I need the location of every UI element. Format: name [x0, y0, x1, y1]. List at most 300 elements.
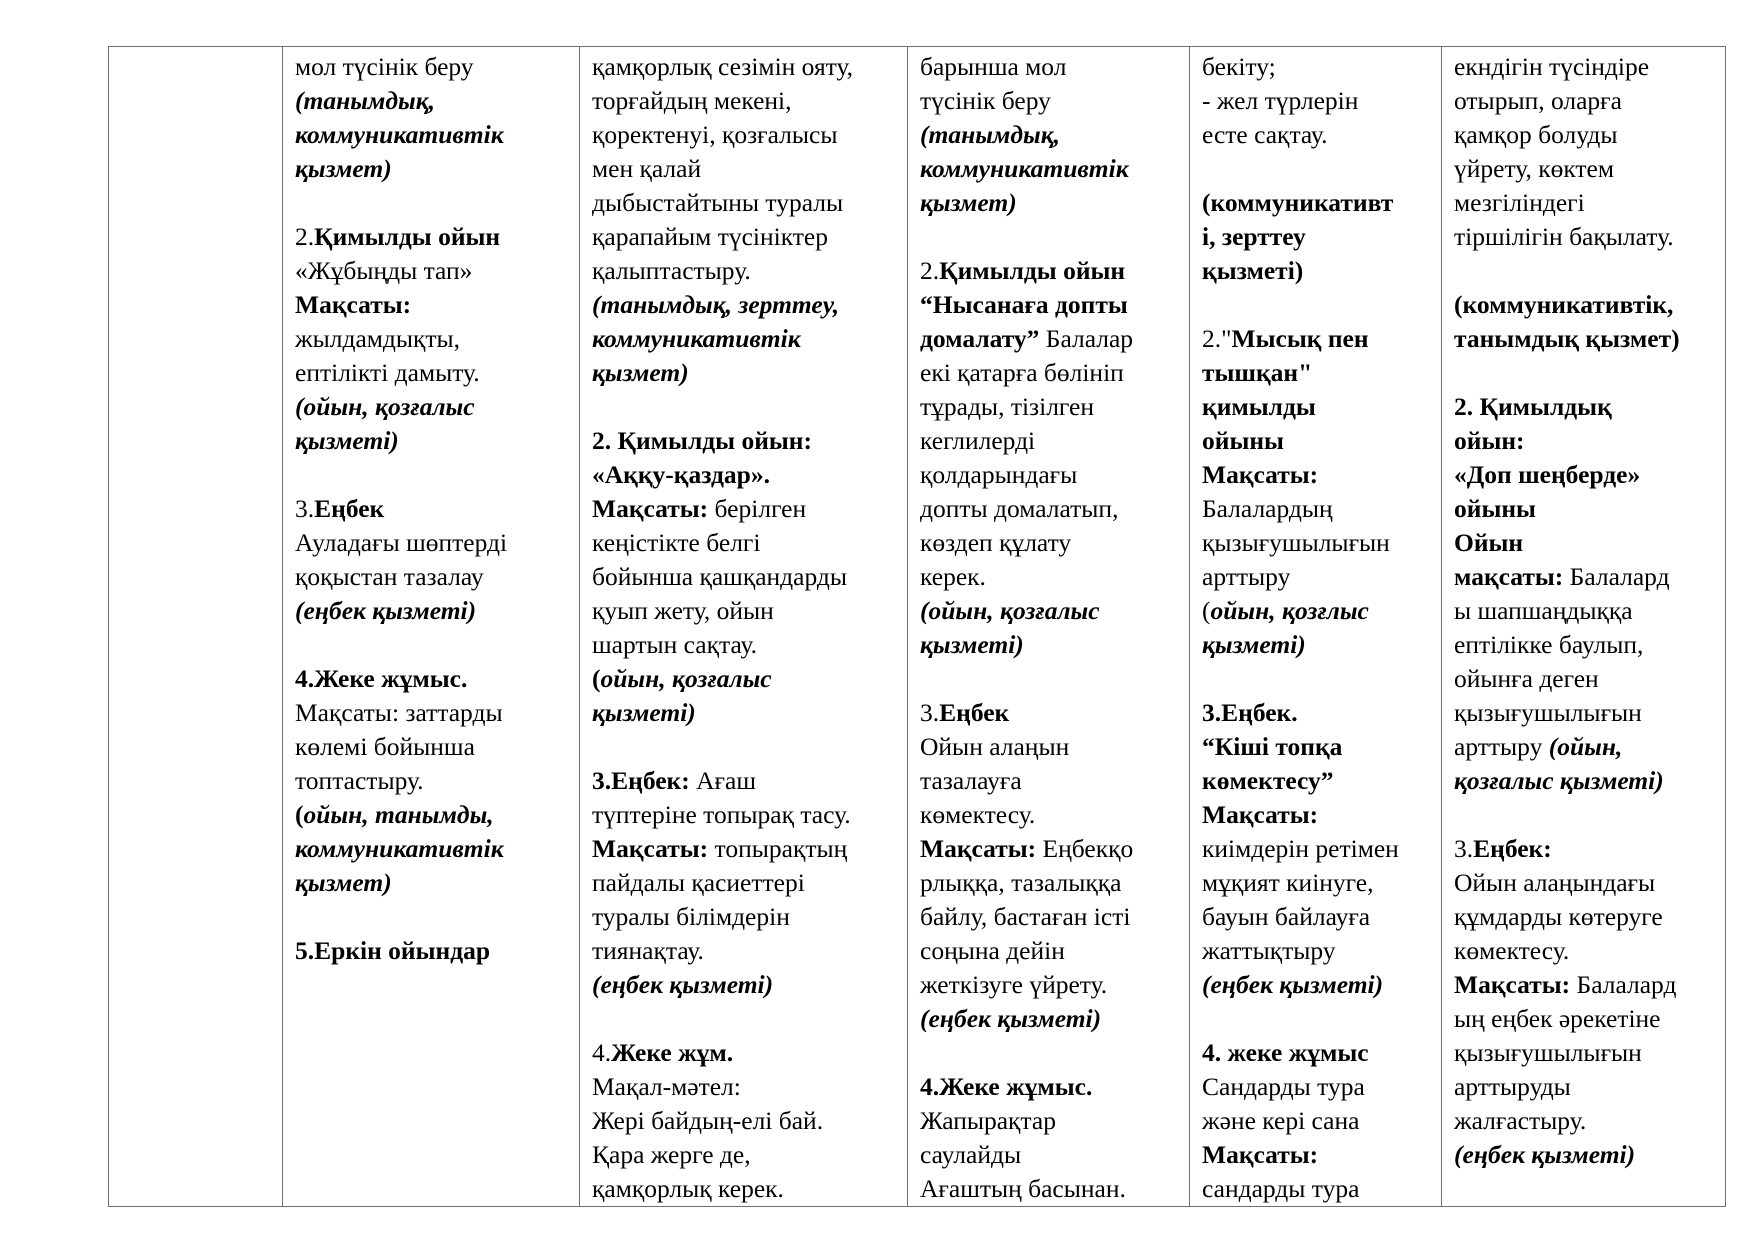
text-segment: ойын, қозғлыс — [1210, 596, 1369, 625]
text-segment: ептілікті дамыту. — [295, 358, 480, 387]
text-segment: Мақсаты: заттарды — [295, 698, 503, 727]
text-line — [592, 186, 897, 220]
text-segment: сандарды тура — [1202, 1174, 1360, 1203]
text-line — [1202, 1036, 1431, 1070]
text-segment: коммуникативтік — [920, 154, 1129, 183]
text-line — [1454, 628, 1715, 662]
text-segment: «Аққу-қаздар». — [592, 460, 770, 489]
text-segment: жеткізуге үйрету. — [920, 970, 1108, 999]
text-line — [1454, 764, 1715, 798]
text-line — [1202, 1172, 1431, 1206]
text-segment: (еңбек қызметі) — [1454, 1140, 1636, 1169]
text-segment: қызығушылығын — [1454, 1038, 1642, 1067]
text-line — [920, 526, 1179, 560]
text-line — [1202, 424, 1431, 458]
table-row — [109, 47, 1726, 1207]
text-line — [1202, 900, 1431, 934]
text-line — [295, 730, 569, 764]
text-segment: есте сақтау. — [1202, 120, 1328, 149]
text-segment: танымдық қызмет) — [1454, 324, 1680, 353]
text-segment: Ойын алаңын — [920, 732, 1070, 761]
text-line — [1202, 50, 1431, 84]
text-line — [295, 220, 569, 254]
text-segment: қызығушылығын — [1202, 528, 1390, 557]
text-line — [295, 492, 569, 526]
text-segment: қарапайым түсініктер — [592, 222, 828, 251]
text-line — [592, 1104, 897, 1138]
text-line — [1202, 356, 1431, 390]
text-segment: қызмет) — [592, 358, 689, 387]
text-segment: үйрету, көктем — [1454, 154, 1615, 183]
blank-line — [920, 1036, 1179, 1070]
text-line — [920, 560, 1179, 594]
text-line — [1202, 84, 1431, 118]
blank-line — [1454, 798, 1715, 832]
text-line — [592, 50, 897, 84]
blank-line — [1202, 152, 1431, 186]
text-segment: Еңбек — [314, 494, 385, 523]
text-segment: Жапырақтар — [920, 1106, 1056, 1135]
text-line — [592, 798, 897, 832]
text-segment: қызығушылығын — [1454, 698, 1642, 727]
text-line — [1202, 968, 1431, 1002]
blank-line — [1202, 1002, 1431, 1036]
text-line — [1454, 900, 1715, 934]
text-line — [920, 1172, 1179, 1206]
text-line — [1202, 390, 1431, 424]
text-segment: Еңбек — [939, 698, 1010, 727]
text-line — [592, 696, 897, 730]
text-line — [592, 594, 897, 628]
text-segment: бекіту; — [1202, 52, 1276, 81]
text-segment: “Кіші топқа — [1202, 732, 1343, 761]
text-line — [592, 458, 897, 492]
text-segment: барынша мол — [920, 52, 1067, 81]
text-segment: соңына дейін — [920, 936, 1065, 965]
text-segment: ойын, танымды, — [303, 800, 494, 829]
text-segment: ептілікке баулып, — [1454, 630, 1644, 659]
text-segment: ( — [592, 664, 601, 693]
text-line — [920, 1070, 1179, 1104]
blank-line — [1202, 662, 1431, 696]
blank-line — [295, 458, 569, 492]
text-segment: қалыптастыру. — [592, 256, 751, 285]
text-segment: ( — [295, 800, 304, 829]
text-line — [295, 322, 569, 356]
text-line — [920, 254, 1179, 288]
text-line — [920, 84, 1179, 118]
text-line — [295, 560, 569, 594]
table-cell-day-4 — [1190, 47, 1442, 1207]
text-segment: берілген — [708, 494, 807, 523]
text-segment: қуып жету, ойын — [592, 596, 774, 625]
text-line — [1202, 934, 1431, 968]
text-segment: (танымдық, — [920, 120, 1061, 149]
table-cell-day-5 — [1442, 47, 1726, 1207]
text-segment: 4.Жеке жұмыс. — [920, 1072, 1093, 1101]
text-line — [1202, 1070, 1431, 1104]
text-segment: қамқор болуды — [1454, 120, 1618, 149]
text-line — [920, 152, 1179, 186]
text-segment: қолдарындағы — [920, 460, 1078, 489]
text-line — [920, 118, 1179, 152]
text-line — [592, 356, 897, 390]
text-line — [1202, 730, 1431, 764]
text-segment: (еңбек қызметі) — [592, 970, 774, 999]
text-line — [1202, 696, 1431, 730]
text-line — [1202, 560, 1431, 594]
text-segment: (еңбек қызметі) — [1202, 970, 1384, 999]
text-segment: і, зерттеу — [1202, 222, 1306, 251]
text-segment: арттыру — [1454, 732, 1549, 761]
text-line — [1454, 1138, 1715, 1172]
text-segment: қоқыстан тазалау — [295, 562, 484, 591]
text-line — [1202, 1138, 1431, 1172]
text-line — [592, 526, 897, 560]
text-segment: бауын байлауға — [1202, 902, 1371, 931]
text-line — [1454, 390, 1715, 424]
text-line — [1202, 492, 1431, 526]
text-line — [920, 730, 1179, 764]
text-segment: қызмет) — [920, 188, 1017, 217]
blank-line — [592, 390, 897, 424]
text-segment: допты домалатып, — [920, 494, 1119, 523]
text-line — [1202, 254, 1431, 288]
text-line — [920, 186, 1179, 220]
text-line — [920, 1138, 1179, 1172]
text-segment: көмектесу. — [1454, 936, 1570, 965]
text-line — [920, 798, 1179, 832]
text-line — [920, 288, 1179, 322]
text-segment: мезгіліндегі — [1454, 188, 1585, 217]
text-segment: Мақсаты: — [592, 834, 709, 863]
text-line — [592, 288, 897, 322]
text-segment: рлыққа, тазалыққа — [920, 868, 1122, 897]
text-segment: топтастыру. — [295, 766, 424, 795]
text-line — [1454, 1104, 1715, 1138]
text-line — [592, 900, 897, 934]
text-segment: Мысық пен — [1231, 324, 1369, 353]
text-line — [295, 152, 569, 186]
text-line — [592, 1172, 897, 1206]
text-segment: торғайдың мекені, — [592, 86, 792, 115]
blank-line — [920, 220, 1179, 254]
text-line — [295, 662, 569, 696]
text-segment: ойынға деген — [1454, 664, 1599, 693]
text-line — [1202, 628, 1431, 662]
text-line — [295, 390, 569, 424]
text-segment: ың еңбек әрекетіне — [1454, 1004, 1661, 1033]
text-line — [1454, 458, 1715, 492]
text-segment: «Доп шеңберде» — [1454, 460, 1641, 489]
text-segment: Ауладағы шөптерді — [295, 528, 508, 557]
text-segment: 3.Еңбек. — [1202, 698, 1298, 727]
text-segment: мен қалай — [592, 154, 702, 183]
text-segment: көлемі бойынша — [295, 732, 475, 761]
plan-table — [108, 46, 1726, 1207]
text-line — [295, 764, 569, 798]
text-segment: Сандарды тура — [1202, 1072, 1365, 1101]
text-segment: кеглилерді — [920, 426, 1036, 455]
text-line — [592, 1138, 897, 1172]
text-segment: Еңбек: — [1473, 834, 1552, 863]
text-line — [1454, 1036, 1715, 1070]
text-line — [592, 1036, 897, 1070]
text-line — [920, 492, 1179, 526]
text-line — [1202, 832, 1431, 866]
text-segment: және кері сана — [1202, 1106, 1360, 1135]
text-segment: киімдерін ретімен — [1202, 834, 1399, 863]
text-line — [920, 322, 1179, 356]
text-line — [1202, 186, 1431, 220]
text-line — [920, 356, 1179, 390]
text-segment: Ойын алаңындағы — [1454, 868, 1656, 897]
text-segment: ойыны — [1454, 494, 1536, 523]
text-line — [592, 934, 897, 968]
text-segment: «Жұбыңды тап» — [295, 256, 473, 285]
text-segment: ойыны — [1202, 426, 1284, 455]
text-segment: саулайды — [920, 1140, 1022, 1169]
text-segment: Еңбекқо — [1036, 834, 1134, 863]
text-segment: кеңістікте белгі — [592, 528, 761, 557]
text-segment: Балалард — [1570, 970, 1677, 999]
text-segment: арттыру — [1202, 562, 1291, 591]
text-segment: (ойын, қозғалыс — [295, 392, 475, 421]
text-line — [592, 492, 897, 526]
text-line — [920, 1002, 1179, 1036]
text-segment: отырып, оларға — [1454, 86, 1622, 115]
text-line — [920, 390, 1179, 424]
text-line — [295, 934, 569, 968]
text-segment: Мақсаты: — [592, 494, 709, 523]
text-line — [1454, 526, 1715, 560]
text-segment: қызмет) — [295, 154, 392, 183]
text-line — [1202, 866, 1431, 900]
text-segment: Мақсаты: — [1202, 460, 1319, 489]
text-segment: қызмет) — [295, 868, 392, 897]
text-segment: мұқият киінуге, — [1202, 868, 1374, 897]
text-line — [1202, 1104, 1431, 1138]
blank-line — [1202, 288, 1431, 322]
text-line — [1454, 594, 1715, 628]
text-segment: байлу, бастаған істі — [920, 902, 1131, 931]
text-line — [295, 50, 569, 84]
text-segment: жаттықтыру — [1202, 936, 1336, 965]
text-line — [592, 322, 897, 356]
table-cell-day-2 — [580, 47, 908, 1207]
text-line — [295, 84, 569, 118]
text-segment: қызметі) — [1202, 256, 1304, 285]
text-segment: ( — [1202, 596, 1211, 625]
text-segment: Балалар — [1039, 324, 1134, 353]
table-cell-day-1 — [283, 47, 580, 1207]
text-segment: (еңбек қызметі) — [295, 596, 477, 625]
text-line — [1454, 866, 1715, 900]
text-line — [1202, 118, 1431, 152]
text-segment: екі қатарға бөлініп — [920, 358, 1124, 387]
text-segment: тышқан" — [1202, 358, 1313, 387]
text-segment: 2. — [920, 256, 940, 285]
text-line — [1454, 934, 1715, 968]
text-line — [295, 424, 569, 458]
text-segment: 3.Еңбек: — [592, 766, 690, 795]
text-line — [1202, 764, 1431, 798]
text-segment: ы шапшаңдыққа — [1454, 596, 1633, 625]
text-segment: бойынша қашқандарды — [592, 562, 847, 591]
text-segment: мол түсінік беру — [295, 52, 474, 81]
text-segment: ойын: — [1454, 426, 1525, 455]
text-line — [592, 220, 897, 254]
text-line — [295, 832, 569, 866]
text-line — [920, 900, 1179, 934]
text-segment: көздеп құлату — [920, 528, 1072, 557]
text-line — [1454, 832, 1715, 866]
text-segment: Мақсаты: — [1454, 970, 1571, 999]
text-segment: (коммуникативт — [1202, 188, 1394, 217]
text-line — [920, 458, 1179, 492]
text-segment: 4.Жеке жұмыс. — [295, 664, 468, 693]
text-line — [592, 424, 897, 458]
text-line — [592, 560, 897, 594]
text-segment: Жері байдың-елі бай. — [592, 1106, 824, 1135]
text-line — [920, 866, 1179, 900]
text-segment: Қимылды ойын — [314, 222, 501, 251]
text-segment: мақсаты: — [1454, 562, 1564, 591]
table-cell-label-column — [109, 47, 283, 1207]
text-segment: Мақсаты: — [920, 834, 1037, 863]
text-line — [1454, 152, 1715, 186]
text-line — [1202, 322, 1431, 356]
text-segment: туралы білімдерін — [592, 902, 790, 931]
text-line — [920, 696, 1179, 730]
text-segment: арттыруды — [1454, 1072, 1571, 1101]
text-line — [1454, 730, 1715, 764]
text-line — [920, 764, 1179, 798]
text-line — [592, 84, 897, 118]
text-line — [295, 356, 569, 390]
text-segment: коммуникативтік — [592, 324, 801, 353]
text-line — [920, 628, 1179, 662]
text-line — [592, 628, 897, 662]
text-line — [1454, 84, 1715, 118]
text-line — [592, 152, 897, 186]
text-segment: Қимылды ойын — [939, 256, 1126, 285]
text-segment: 3. — [295, 494, 315, 523]
text-segment: Мақал-мәтел: — [592, 1072, 741, 1101]
text-segment: тазалауға — [920, 766, 1022, 795]
text-line — [592, 968, 897, 1002]
text-line — [1454, 50, 1715, 84]
text-segment: қамқорлық керек. — [592, 1174, 784, 1203]
text-line — [1454, 662, 1715, 696]
text-line — [920, 50, 1179, 84]
text-line — [1454, 1002, 1715, 1036]
text-segment: - жел түрлерін — [1202, 86, 1359, 115]
text-line — [295, 866, 569, 900]
text-segment: көмектесу” — [1202, 766, 1334, 795]
blank-line — [1454, 356, 1715, 390]
text-line — [1454, 696, 1715, 730]
text-segment: Балалардың — [1202, 494, 1333, 523]
text-segment: Қара жерге де, — [592, 1140, 751, 1169]
text-line — [592, 866, 897, 900]
text-line — [920, 424, 1179, 458]
text-segment: қимылды — [1202, 392, 1316, 421]
text-line — [592, 832, 897, 866]
text-line — [1454, 220, 1715, 254]
text-segment: қызметі) — [295, 426, 399, 455]
text-segment: қызметі) — [920, 630, 1024, 659]
text-segment: Мақсаты: — [295, 290, 412, 319]
text-line — [1202, 594, 1431, 628]
text-segment: жылдамдықты, — [295, 324, 461, 353]
text-line — [295, 118, 569, 152]
text-line — [295, 254, 569, 288]
text-segment: шартын сақтау. — [592, 630, 758, 659]
text-segment: 3. — [920, 698, 940, 727]
text-line — [1454, 560, 1715, 594]
text-segment: 3. — [1454, 834, 1474, 863]
text-line — [1454, 288, 1715, 322]
text-segment: 2. — [295, 222, 315, 251]
table-cell-day-3 — [908, 47, 1190, 1207]
text-line — [920, 934, 1179, 968]
text-segment: тіршілігін бақылату. — [1454, 222, 1674, 251]
text-line — [1454, 1070, 1715, 1104]
text-segment: 2. Қимылдық — [1454, 392, 1612, 421]
text-segment: қызметі) — [1202, 630, 1306, 659]
text-segment: көмектесу. — [920, 800, 1036, 829]
text-segment: жалғастыру. — [1454, 1106, 1587, 1135]
text-segment: (танымдық, зерттеу, — [592, 290, 840, 319]
text-line — [592, 254, 897, 288]
blank-line — [920, 662, 1179, 696]
text-line — [1202, 458, 1431, 492]
text-segment: Мақсаты: — [1202, 1140, 1319, 1169]
text-line — [1454, 186, 1715, 220]
text-segment: керек. — [920, 562, 986, 591]
text-line — [592, 764, 897, 798]
blank-line — [295, 186, 569, 220]
text-line — [920, 1104, 1179, 1138]
text-segment: Жеке жұм. — [611, 1038, 734, 1067]
blank-line — [1454, 254, 1715, 288]
text-line — [295, 696, 569, 730]
text-segment: дыбыстайтыны туралы — [592, 188, 844, 217]
text-segment: Ағаштың басынан. — [920, 1174, 1126, 1203]
blank-line — [295, 900, 569, 934]
text-segment: 4. — [592, 1038, 612, 1067]
text-segment: түптеріне топырақ тасу. — [592, 800, 851, 829]
blank-line — [295, 628, 569, 662]
text-line — [295, 526, 569, 560]
text-segment: 4. жеке жұмыс — [1202, 1038, 1369, 1067]
text-segment: (ойын, — [1548, 732, 1623, 761]
text-line — [295, 798, 569, 832]
text-segment: қамқорлық сезімін ояту, — [592, 52, 854, 81]
text-line — [1454, 424, 1715, 458]
text-segment: қоректенуі, қозғалысы — [592, 120, 838, 149]
text-segment: домалату” — [920, 324, 1040, 353]
text-segment: (коммуникативтік, — [1454, 290, 1674, 319]
text-segment: пайдалы қасиеттері — [592, 868, 805, 897]
text-segment: ойын, қозғалыс — [600, 664, 772, 693]
text-line — [920, 832, 1179, 866]
text-segment: (танымдық, — [295, 86, 436, 115]
text-line — [1454, 322, 1715, 356]
text-segment: Мақсаты: — [1202, 800, 1319, 829]
text-line — [592, 1070, 897, 1104]
